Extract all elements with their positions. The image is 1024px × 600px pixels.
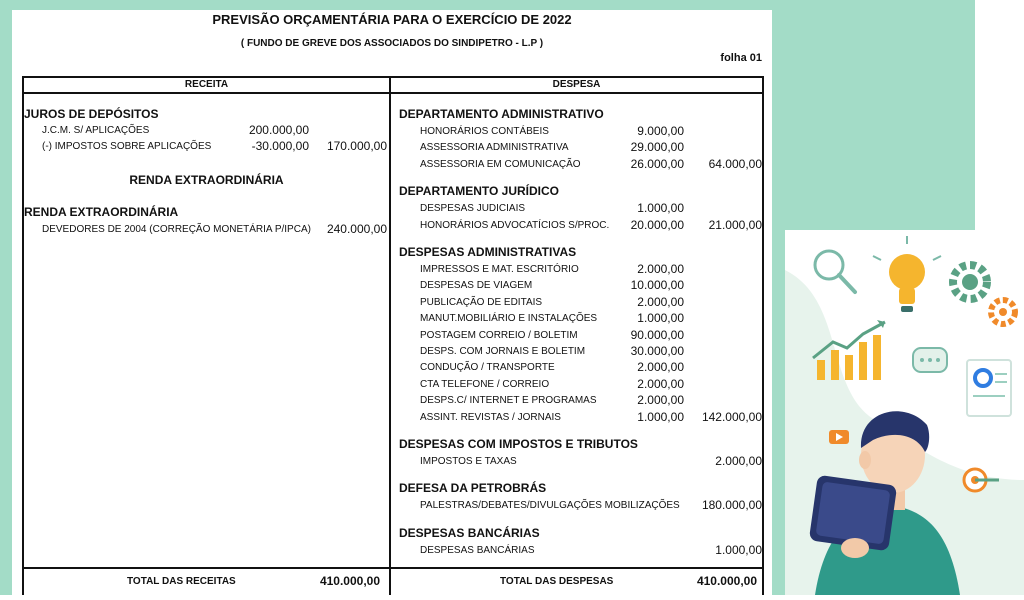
chat-bubble-icon xyxy=(913,348,947,372)
despesa-section-title: DESPESAS ADMINISTRATIVAS xyxy=(399,245,577,259)
despesa-item-label: MANUT.MOBILIÁRIO E INSTALAÇÕES xyxy=(420,313,598,325)
total-receitas-value: 410.000,00 xyxy=(319,574,380,588)
despesa-item-label: HONORÁRIOS ADVOCATÍCIOS S/PROC. xyxy=(420,219,610,231)
jcm-value: 200.000,00 xyxy=(248,123,309,137)
despesa-section-title: DESPESAS BANCÁRIAS xyxy=(399,525,540,540)
despesa-item-value: 1.000,00 xyxy=(637,201,684,216)
gears-icon xyxy=(953,265,1015,324)
devedores-value: 240.000,00 xyxy=(326,222,387,236)
document-subtitle: ( FUNDO DE GREVE DOS ASSOCIADOS DO SINDIPETRO - L.P ) xyxy=(240,38,544,49)
despesa-item-value: 2.000,00 xyxy=(637,376,684,391)
document-title: PREVISÃO ORÇAMENTÁRIA PARA O EXERCÍCIO DE 2022 xyxy=(212,12,572,27)
despesa-item-label: POSTAGEM CORREIO / BOLETIM xyxy=(420,329,578,341)
despesa-item-label: DESPS.C/ INTERNET E PROGRAMAS xyxy=(420,395,597,407)
magnifier-icon xyxy=(815,251,855,292)
column-divider xyxy=(389,76,391,595)
total-row-divider xyxy=(22,567,764,569)
despesa-item-value: 1.000,00 xyxy=(637,409,684,424)
renda-title: RENDA EXTRAORDINÁRIA xyxy=(24,205,179,219)
document-icon xyxy=(967,360,1011,416)
jcm-label: J.C.M. S/ APLICAÇÕES xyxy=(42,125,150,136)
despesa-section-total: 1.000,00 xyxy=(715,542,762,557)
budget-document xyxy=(12,10,772,595)
receita-header: RECEITA xyxy=(22,76,391,94)
total-despesas-label: TOTAL DAS DESPESAS xyxy=(500,576,614,587)
despesa-item-label: HONORÁRIOS CONTÁBEIS xyxy=(420,126,549,137)
despesa-item-label: IMPOSTOS E TAXAS xyxy=(420,456,517,467)
despesa-item-value: 2.000,00 xyxy=(637,262,684,276)
despesa-item-label: PALESTRAS/DEBATES/DIVULGAÇÕES MOBILIZAÇÕES xyxy=(420,500,680,512)
despesa-section-title: DEPARTAMENTO JURÍDICO xyxy=(399,184,560,199)
despesa-section-title: DESPESAS COM IMPOSTOS E TRIBUTOS xyxy=(399,437,638,451)
despesa-item-label: CONDUÇÃO / TRANSPORTE xyxy=(420,362,555,374)
lightbulb-icon xyxy=(873,236,941,312)
play-icon xyxy=(829,430,849,444)
despesa-item-value: 10.000,00 xyxy=(630,278,684,293)
despesa-header: DESPESA xyxy=(389,76,764,94)
left-border xyxy=(22,76,24,595)
despesa-item-value: 90.000,00 xyxy=(630,327,684,342)
despesa-item-label: DESPESAS BANCÁRIAS xyxy=(420,544,535,556)
devedores-label: DEVEDORES DE 2004 (CORREÇÃO MONETÁRIA P/IPCA) xyxy=(42,224,311,235)
despesa-item-label: DESPESAS JUDICIAIS xyxy=(420,203,526,215)
juros-total: 170.000,00 xyxy=(326,139,387,153)
despesa-item-label: DESPESAS DE VIAGEM xyxy=(420,280,533,292)
total-despesas-value: 410.000,00 xyxy=(696,574,757,588)
despesa-item-label: ASSESSORIA ADMINISTRATIVA xyxy=(420,142,569,154)
despesa-item-label: ASSINT. REVISTAS / JORNAIS xyxy=(420,411,561,423)
despesa-item-value: 2.000,00 xyxy=(637,360,684,375)
illustration xyxy=(785,230,1024,595)
despesa-item-value: 2.000,00 xyxy=(637,393,684,408)
despesa-item-label: ASSESSORIA EM COMUNICAÇÃO xyxy=(420,158,581,170)
despesa-section-total: 142.000,00 xyxy=(701,409,762,424)
despesa-item-value: 30.000,00 xyxy=(630,344,684,358)
despesa-item-label: PUBLICAÇÃO DE EDITAIS xyxy=(420,296,543,308)
despesa-section-total: 21.000,00 xyxy=(708,217,762,232)
despesa-section-title: DEPARTAMENTO ADMINISTRATIVO xyxy=(399,107,604,121)
despesa-item-value: 2.000,00 xyxy=(637,294,684,309)
despesa-item-label: CTA TELEFONE / CORREIO xyxy=(420,378,550,390)
despesa-item-label: IMPRESSOS E MAT. ESCRITÓRIO xyxy=(420,264,579,275)
right-border xyxy=(762,76,764,595)
despesa-item-value: 9.000,00 xyxy=(637,124,684,138)
despesa-item-label: DESPS. COM JORNAIS E BOLETIM xyxy=(420,346,586,357)
renda-center-title: RENDA EXTRAORDINÁRIA xyxy=(129,173,284,187)
despesa-item-value: 26.000,00 xyxy=(630,156,684,171)
despesa-section-total: 2.000,00 xyxy=(715,454,762,468)
despesa-item-value: 1.000,00 xyxy=(637,311,684,326)
total-receitas-label: TOTAL DAS RECEITAS xyxy=(127,576,236,587)
despesa-section-total: 180.000,00 xyxy=(701,498,762,513)
despesa-item-value: 29.000,00 xyxy=(630,140,684,155)
despesa-section-title: DEFESA DA PETROBRÁS xyxy=(399,481,547,496)
illustration-svg xyxy=(785,230,1024,595)
sheet-number: folha 01 xyxy=(720,52,762,64)
juros-title: JUROS DE DEPÓSITOS xyxy=(24,107,159,121)
despesa-item-value: 20.000,00 xyxy=(630,217,684,232)
impostos-aplicacoes-label: (-) IMPOSTOS SOBRE APLICAÇÕES xyxy=(42,141,212,152)
impostos-aplicacoes-value: -30.000,00 xyxy=(251,139,309,153)
despesa-section-total: 64.000,00 xyxy=(708,156,762,171)
